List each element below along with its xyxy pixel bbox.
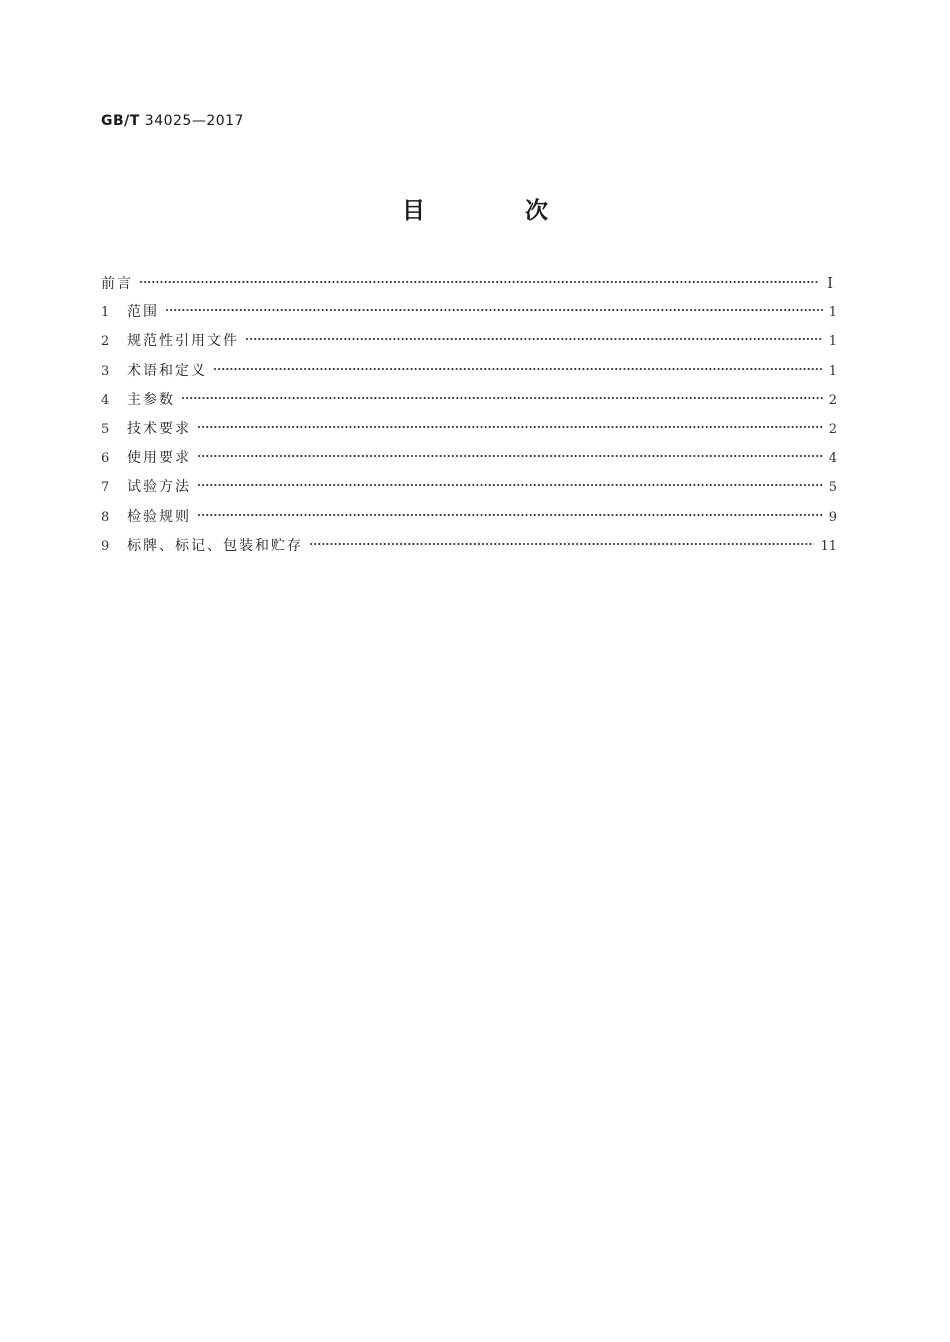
toc-dot-leader [139,280,819,284]
toc-entry-page: 1 [828,305,837,321]
toc-dot-leader [309,542,814,546]
toc-entry-label: 术语和定义 [127,362,207,379]
toc-entry-label: 使用要求 [127,450,191,467]
standard-code-prefix: GB/T [101,113,140,129]
toc-entry-foreword[interactable] [101,269,837,298]
toc-entry-number: 6 [101,451,110,467]
toc-entry-2[interactable] [101,327,837,356]
toc-dot-leader [197,513,823,517]
toc-entry-label: 前言 [101,276,133,292]
toc-entry-label: 标牌、标记、包装和贮存 [127,537,303,554]
toc-dot-leader [165,308,823,312]
toc-dot-leader [245,337,823,341]
toc-entry-6[interactable] [101,444,837,473]
toc-entry-label: 范围 [127,304,159,321]
toc-entry-page: 5 [828,480,837,496]
toc-entry-number: 5 [101,421,110,437]
toc-entry-number: 7 [101,480,110,496]
standard-code [101,113,244,129]
toc-entry-5[interactable] [101,415,837,444]
toc-title: 目 次 [401,198,594,224]
toc-entry-page: 2 [828,421,837,437]
toc-entry-label: 规范性引用文件 [127,333,239,350]
toc-entry-page: 11 [820,538,837,554]
toc-entry-page: 9 [828,509,837,525]
toc-entry-page: 1 [828,363,837,379]
toc-dot-leader [181,396,823,400]
standard-code-number: 34025—2017 [144,113,244,129]
toc-entry-number: 2 [101,334,110,350]
toc-entry-label: 检验规则 [127,508,191,525]
toc-entry-page: 2 [828,392,837,408]
toc-entry-number: 3 [101,363,110,379]
toc-entry-number: 9 [101,538,110,554]
table-of-contents [101,269,837,561]
toc-entry-label: 试验方法 [127,479,191,496]
toc-entry-number: 1 [101,305,110,321]
toc-entry-page: Ⅰ [827,274,833,292]
toc-dot-leader [197,483,823,487]
toc-entry-1[interactable] [101,298,837,327]
toc-dot-leader [197,425,823,429]
toc-entry-page: 1 [828,334,837,350]
toc-entry-page: 4 [828,451,837,467]
toc-entry-3[interactable] [101,357,837,386]
toc-entry-label: 技术要求 [127,420,191,437]
toc-entry-label: 主参数 [127,391,175,408]
toc-entry-number: 4 [101,392,110,408]
toc-entry-4[interactable] [101,386,837,415]
toc-entry-9[interactable] [101,532,837,561]
toc-entry-8[interactable] [101,503,837,532]
toc-dot-leader [197,454,823,458]
toc-entry-number: 8 [101,509,110,525]
toc-entry-7[interactable] [101,473,837,502]
toc-dot-leader [213,367,823,371]
